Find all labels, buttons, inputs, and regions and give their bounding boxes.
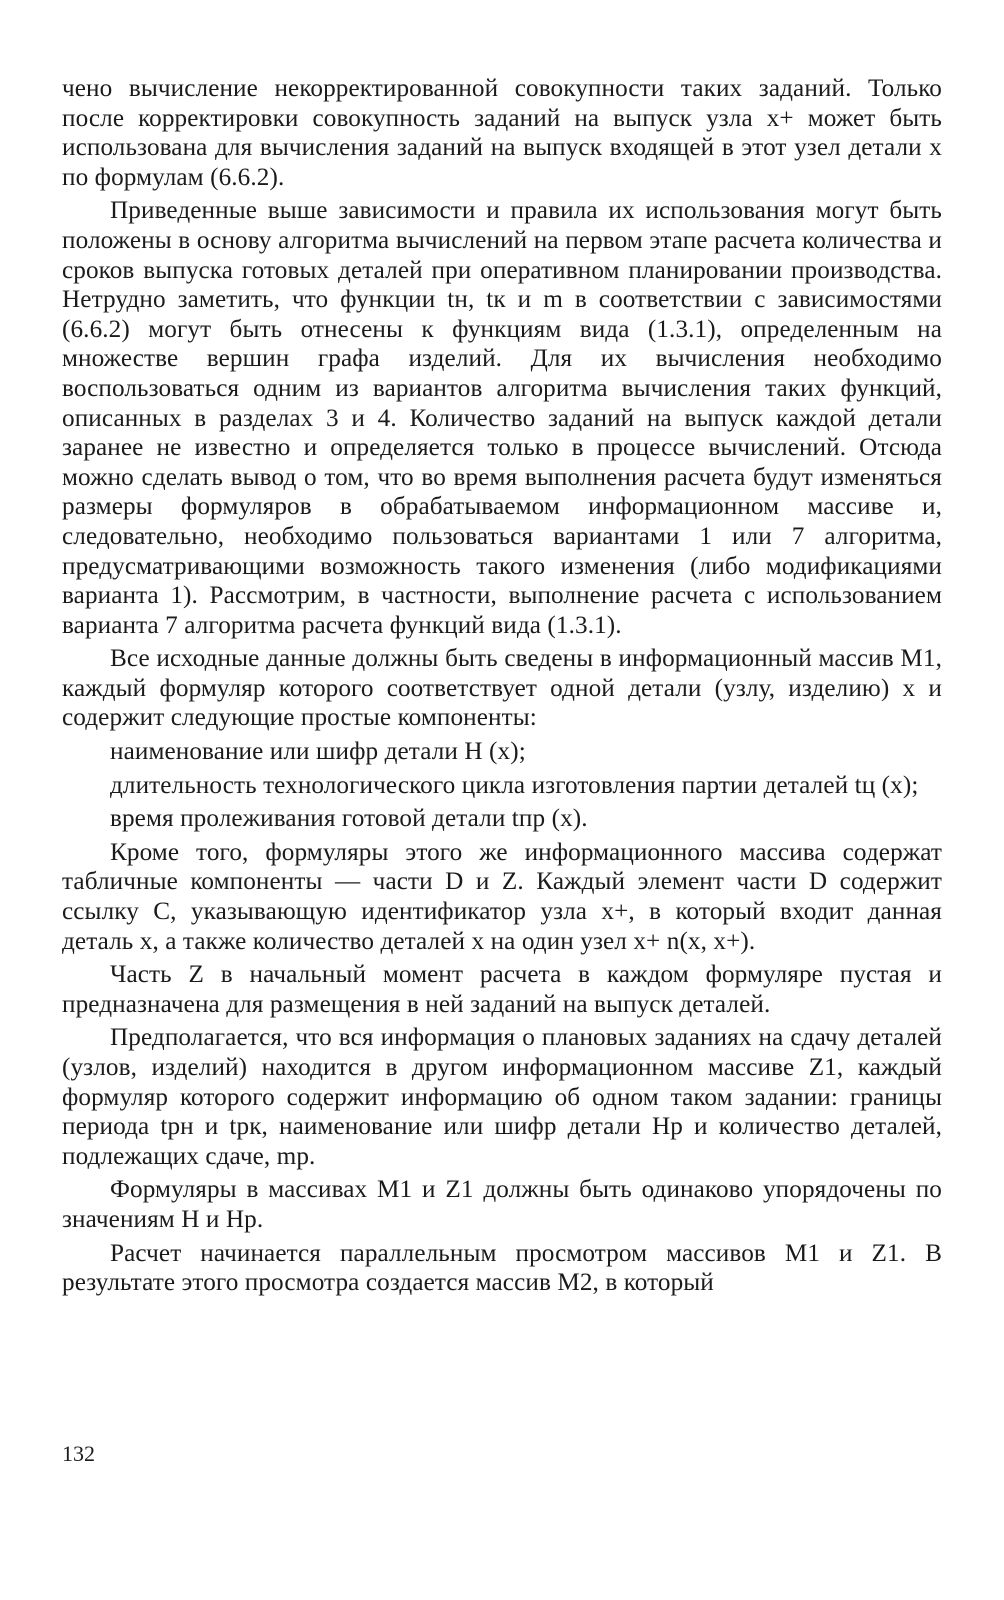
- list-item-cycle: длительность технологического цикла изготовления партии деталей tц (x);: [110, 771, 919, 799]
- paragraph-calculation-start: Расчет начинается параллельным просмотром массивов М1 и Z1. В результате этого просмотра создается массив М2, в который: [62, 1239, 942, 1297]
- list-item-name: наименование или шифр детали H (x);: [110, 738, 526, 766]
- list-item-storage: время пролеживания готовой детали tпр (x).: [110, 805, 588, 833]
- page-body: [62, 74, 942, 1302]
- paragraph-dependencies: Приведенные выше зависимости и правила их использования могут быть положены в основу алгоритма вычислений на первом этапе расчета количества и сроков выпуска готовых деталей при оперативном планировании производства. Нетрудно заметить, что функции tн, tк и m в соответствии с зависимостями (6.6.2) могут быть отнесены к функциям вида (1.3.1), определенным на множестве вершин графа изделий. Для их вычисления необходимо воспользоваться одним из вариантов алгоритма вычисления таких функций, описанных в разделах 3 и 4. Количество заданий на выпуск каждой детали заранее не известно и определяется только в процессе вычислений. Отсюда можно сделать вывод о том, что во время выполнения расчета будут изменяться размеры формуляров в обрабатываемом информационном массиве и, следовательно, необходимо пользоваться вариантами 1 или 7 алгоритма, предусматривающими возможность такого изменения (либо модификациями варианта 1). Рассмотрим, в частности, выполнение расчета с использованием варианта 7 алгоритма расчета функций вида (1.3.1).: [62, 197, 942, 639]
- paragraph-source-data: Все исходные данные должны быть сведены в информационный массив М1, каждый формуляр которого соответствует одной детали (узлу, изделию) x и содержит следующие простые компоненты:: [62, 645, 942, 732]
- paragraph-table-components: Кроме того, формуляры этого же информационного массива содержат табличные компоненты — части D и Z. Каждый элемент части D содержит ссылку C, указывающую идентификатор узла x+, в который входит данная деталь x, а также количество деталей x на один узел x+ n(x, x+).: [62, 838, 942, 955]
- paragraph-ordering: Формуляры в массивах М1 и Z1 должны быть одинаково упорядочены по значениям H и Hp.: [62, 1176, 942, 1233]
- paragraph-part-z: Часть Z в начальный момент расчета в каждом формуляре пустая и предназначена для размещения в ней заданий на выпуск деталей.: [62, 961, 942, 1018]
- paragraph-continuation: чено вычисление некорректированной совокупности таких заданий. Только после корректировки совокупность заданий на выпуск узла x+ может быть использована для вычисления заданий на выпуск входящей в этот узел детали x по формулам (6.6.2).: [62, 75, 942, 191]
- page-number: 132: [62, 1441, 95, 1466]
- paragraph-assumption: Предполагается, что вся информация о плановых заданиях на сдачу деталей (узлов, изделий) находится в другом информационном массиве Z1, каждый формуляр которого содержит информацию об одном таком задании: границы периода tpн и tpк, наименование или шифр детали Hp и количество деталей, подлежащих сдаче, mp.: [62, 1024, 942, 1170]
